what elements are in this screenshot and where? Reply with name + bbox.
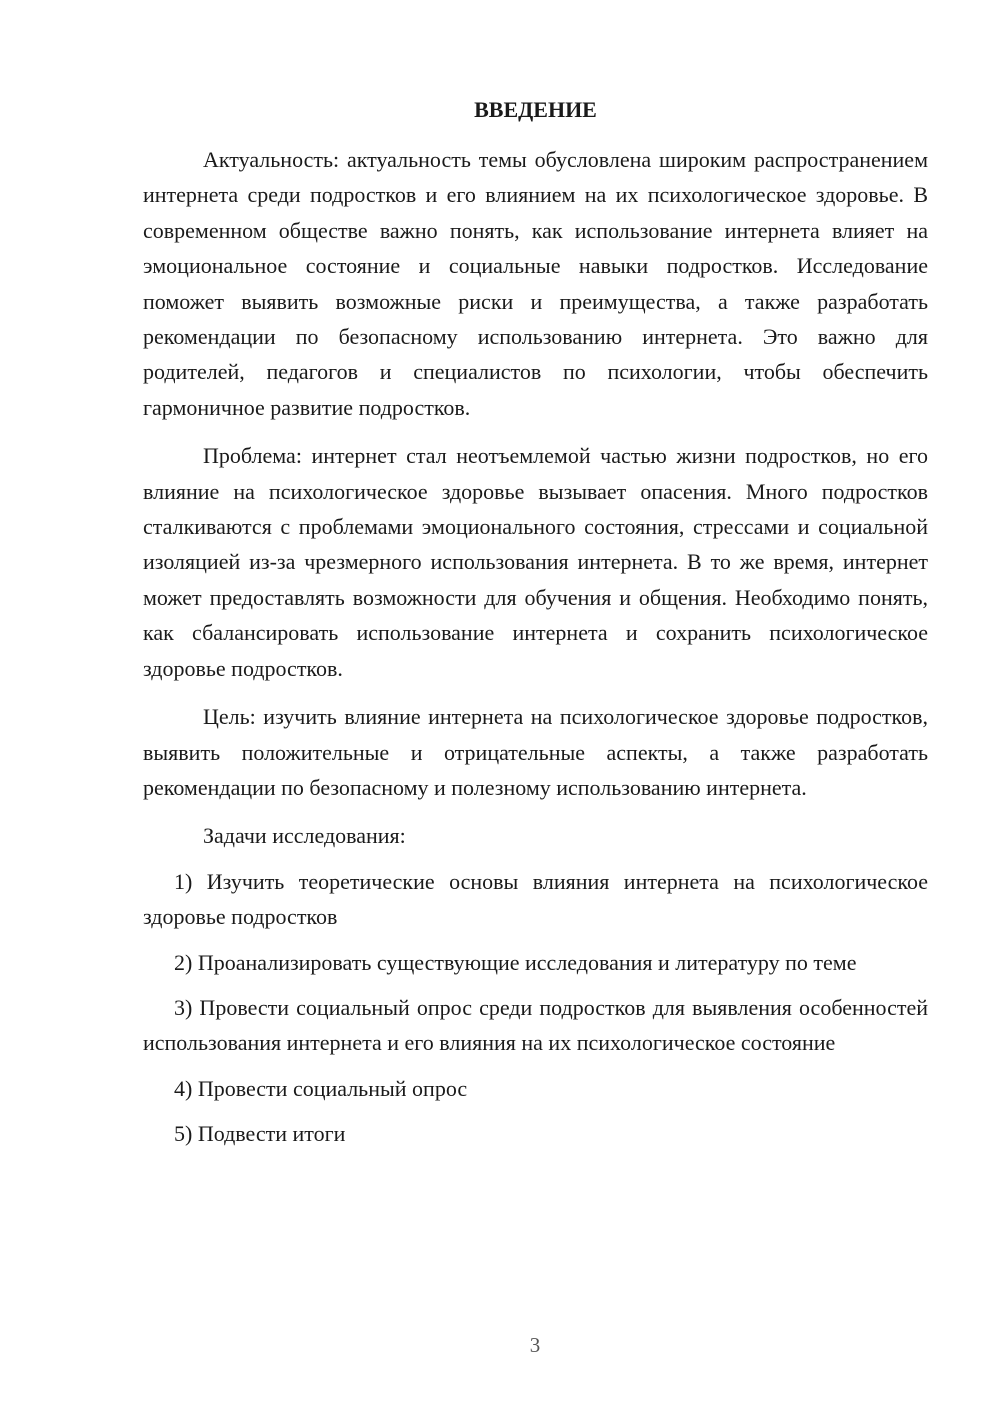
list-item: 1) Изучить теоретические основы влияния интернета на психологическое здоровье подростков <box>143 868 928 930</box>
list-item: 2) Проанализировать существующие исследования и литературу по теме <box>174 949 857 975</box>
list-item: 5) Подвести итоги <box>174 1121 346 1147</box>
page-number: 3 <box>529 1333 541 1357</box>
list-item: 3) Провести социальный опрос среди подростков для выявления особенностей использования интернета и его влияния на их психологическое состояние <box>143 994 928 1056</box>
paragraph-goal: Цель: изучить влияние интернета на психологическое здоровье подростков, выявить положительные и отрицательные аспекты, а также разработать рекомендации по безопасному и полезному использованию интернета. <box>143 704 928 800</box>
tasks-list <box>143 864 928 1152</box>
paragraph-relevance: Актуальность: актуальность темы обусловлена широким распространением интернета среди подростков и его влиянием на их психологическое здоровье. В современном обществе важно понять, как использование интернета влияет на эмоциональное состояние и социальные навыки подростков. Исследование поможет выявить возможные риски и преимущества, а также разработать рекомендации по безопасному использованию интернета. Это важно для родителей, педагогов и специалистов по психологии, чтобы обеспечить гармоничное развитие подростков. <box>143 147 928 420</box>
paragraph-problem: Проблема: интернет стал неотъемлемой частью жизни подростков, но его влияние на психологическое здоровье вызывает опасения. Много подростков сталкиваются с проблемами эмоционального состояния, стрессами и социальной изоляцией из-за чрезмерного использования интернета. В то же время, интернет может предоставлять возможности для обучения и общения. Необходимо понять, как сбалансировать использование интернета и сохранить психологическое здоровье подростков. <box>143 443 928 681</box>
tasks-title: Задачи исследования: <box>203 823 406 849</box>
page-content <box>143 92 928 1162</box>
section-heading: ВВЕДЕНИЕ <box>474 97 597 122</box>
list-item: 4) Провести социальный опрос <box>174 1075 468 1101</box>
